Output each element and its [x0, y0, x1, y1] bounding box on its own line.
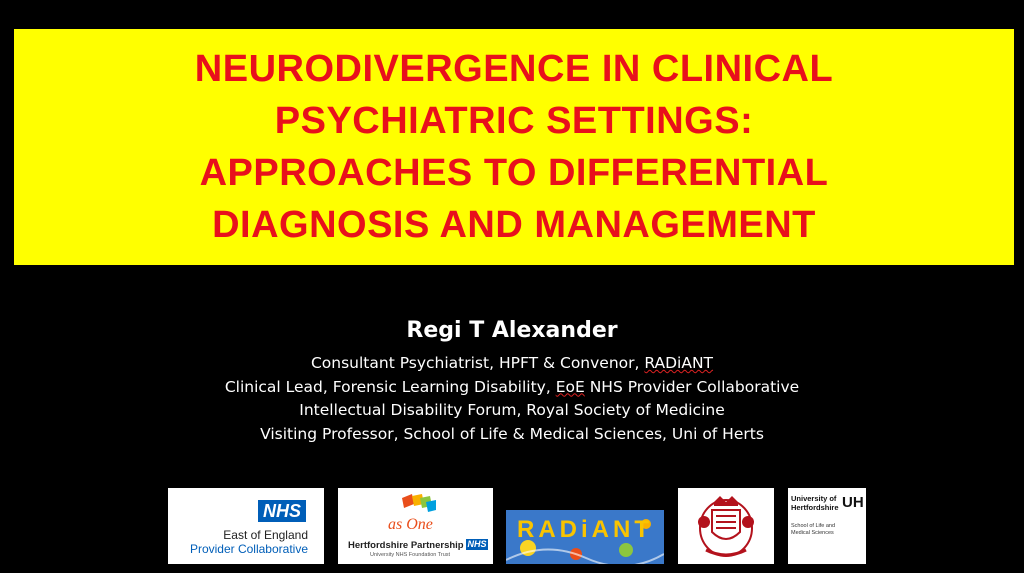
royal-society-of-medicine-logo [678, 488, 774, 564]
hpft-logo [338, 488, 493, 564]
uh-abbr: UH [842, 494, 864, 511]
role-line-3: Intellectual Disability Forum, Royal Society of Medicine [299, 401, 725, 419]
hpft-nhs-badge: NHS [467, 539, 487, 549]
author-roles [0, 352, 1024, 446]
radiant-word: RADiANT [517, 516, 653, 543]
eoe-line-2: Provider Collaborative [189, 542, 308, 556]
role-line-1 [0, 352, 1024, 376]
title-line-3: APPROACHES TO DIFFERENTIAL [199, 152, 829, 194]
role-2-text-end: NHS Provider Collaborative [584, 377, 800, 396]
eoe-provider-collaborative-logo [168, 488, 324, 564]
role-line-2 [0, 376, 1024, 400]
role-1-text: Consultant Psychiatrist, HPFT & Convenor, [310, 354, 645, 372]
royal-society-crest-icon [678, 488, 774, 564]
title-box [14, 29, 1014, 265]
title-line-4: DIAGNOSIS AND MANAGEMENT [212, 204, 816, 246]
uh-name: University of Hertfordshire [791, 494, 839, 512]
role-line-4: Visiting Professor, School of Life & Medical Sciences, Uni of Herts [260, 424, 764, 443]
eoe-line-1: East of England [223, 528, 308, 542]
role-1-radiant: RADiANT [644, 354, 714, 372]
hpft-sub: University NHS Foundation Trust [370, 552, 451, 558]
author-name: Regi T Alexander [406, 318, 618, 343]
hpft-org-name: Hertfordshire Partnership [348, 540, 464, 551]
radiant-logo [506, 510, 664, 564]
hpft-as-one-mark: as One [388, 516, 433, 533]
uh-school: School of Life and Medical Sciences [791, 523, 836, 536]
role-2-text: Clinical Lead, Forensic Learning Disability, [224, 377, 556, 396]
university-of-hertfordshire-logo [788, 488, 866, 564]
title-line-2: PSYCHIATRIC SETTINGS: [274, 100, 754, 142]
role-2-eoe: EoE [555, 377, 585, 396]
nhs-logo-badge: NHS [258, 500, 306, 522]
title-line-1: NEURODIVERGENCE IN CLINICAL [194, 48, 834, 90]
